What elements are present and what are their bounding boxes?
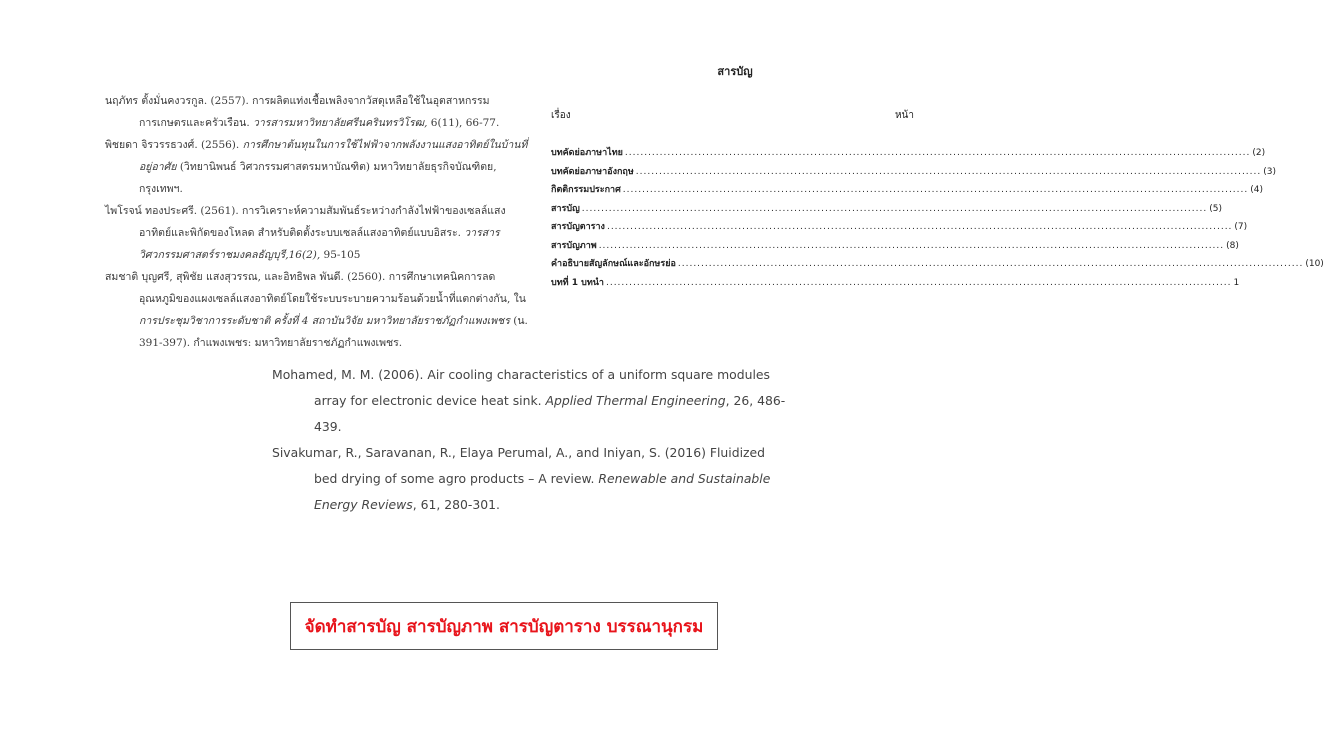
toc-row-page: (5) <box>1209 203 1222 214</box>
toc-subject-heading: เรื่อง <box>551 110 571 121</box>
english-reference-entry: Mohamed, M. M. (2006). Air cooling characteristics of a uniform square modules array for electronic device heat sink. Applied Thermal Engineering, 26, 486-439. <box>272 367 786 434</box>
toc-row-label: บทคัดย่อภาษาไทย <box>551 148 623 158</box>
toc-row-page: (10) <box>1305 259 1324 269</box>
toc-page-heading: หน้า <box>894 110 914 121</box>
caption-banner-text: จัดทำสารบัญ สารบัญภาพ สารบัญตาราง บรรณานุกรม <box>304 616 704 637</box>
toc-row-label: บทคัดย่อภาษาอังกฤษ <box>551 166 634 177</box>
toc-row-label: สารบัญตาราง <box>551 222 605 232</box>
thai-reference-entry: สมชาติ บุญศรี, สุพิชัย แสงสุวรรณ, และอิทธิพล พันดี. (2560). การศึกษาเทคนิคการลดอุณหภูมิของแผงเซลล์แสงอาทิตย์โดยใช้ระบบระบายความร้อนด้วยน้ำที่แตกต่างกัน, ใน การประชุมวิชาการระดับชาติ ครั้งที่ 4 สถาบันวิจัย มหาวิทยาลัยราชภัฏกำแพงเพชร (น. 391-397). กำแพงเพชร: มหาวิทยาลัยราชภัฏกำแพงเพชร. <box>105 271 528 349</box>
toc-row <box>551 145 1266 164</box>
toc-leader-dots: .................................................................................................................................................................. <box>622 185 1249 195</box>
toc-leader-dots: .................................................................................................................................................................. <box>581 203 1208 214</box>
toc-row-page: (4) <box>1250 185 1264 195</box>
thai-references <box>105 90 530 354</box>
toc-row <box>551 275 1240 294</box>
english-references <box>272 362 792 518</box>
toc-row <box>551 256 1324 275</box>
toc-row-label: สารบัญภาพ <box>551 240 597 251</box>
toc-row <box>551 182 1264 201</box>
toc-leader-dots: .................................................................................................................................................................. <box>635 166 1262 177</box>
toc-list <box>551 145 1324 293</box>
toc-row-label: บทที่ 1 บทนำ <box>551 277 604 288</box>
toc-row <box>551 238 1239 257</box>
toc-row-page: (2) <box>1252 148 1266 158</box>
toc-row <box>551 201 1222 220</box>
toc-row-label: สารบัญ <box>551 203 580 214</box>
toc-row <box>551 164 1277 183</box>
toc-row <box>551 219 1248 238</box>
toc-leader-dots: .................................................................................................................................................................. <box>624 148 1251 158</box>
table-of-contents <box>551 62 1324 293</box>
thai-reference-entry: นฤภัทร ตั้งมั่นคงวรกูล. (2557). การผลิตแท่งเชื้อเพลิงจากวัสดุเหลือใช้ในอุตสาหกรรมการเกษตรและครัวเรือน. วารสารมหาวิทยาลัยศรีนครินทรวิโรฒ, 6(11), 66-77. <box>105 95 500 129</box>
toc-row-page: (7) <box>1234 222 1248 232</box>
toc-title: สารบัญ <box>717 65 753 78</box>
toc-row-page: (3) <box>1263 166 1277 177</box>
thai-reference-entry: ไพโรจน์ ทองประศรี. (2561). การวิเคราะห์ความสัมพันธ์ระหว่างกำลังไฟฟ้าของเซลล์แสงอาทิตย์และพิกัดของโหลด สำหรับติดตั้งระบบเซลล์แสงอาทิตย์แบบอิสระ. วารสารวิศวกรรมศาสตร์ราชมงคลธัญบุรี,16(2), 95-105 <box>105 205 506 261</box>
caption-banner <box>290 602 718 650</box>
thai-reference-entry: พิชยดา จิรวรรธวงศ์. (2556). การศึกษาต้นทุนในการใช้ไฟฟ้าจากพลังงานแสงอาทิตย์ในบ้านที่อยู่อาศัย (วิทยานิพนธ์ วิศวกรรมศาสตรมหาบัณฑิต) มหาวิทยาลัยธุรกิจบัณฑิตย, กรุงเทพฯ. <box>105 139 528 195</box>
toc-row-page: 1 <box>1233 277 1240 288</box>
toc-leader-dots: .................................................................................................................................................................. <box>605 277 1232 288</box>
toc-row-label: กิตติกรรมประกาศ <box>551 185 621 195</box>
toc-row-label: คำอธิบายสัญลักษณ์และอักษรย่อ <box>551 259 676 269</box>
toc-header <box>551 108 914 123</box>
english-reference-entry: Sivakumar, R., Saravanan, R., Elaya Perumal, A., and Iniyan, S. (2016) Fluidized bed drying of some agro products – A review. Renewable and Sustainable Energy Reviews, 61, 280-301. <box>272 445 771 512</box>
toc-leader-dots: .................................................................................................................................................................. <box>598 240 1225 251</box>
toc-leader-dots: .................................................................................................................................................................. <box>677 259 1304 269</box>
toc-row-page: (8) <box>1226 240 1239 251</box>
toc-leader-dots: .................................................................................................................................................................. <box>606 222 1233 232</box>
